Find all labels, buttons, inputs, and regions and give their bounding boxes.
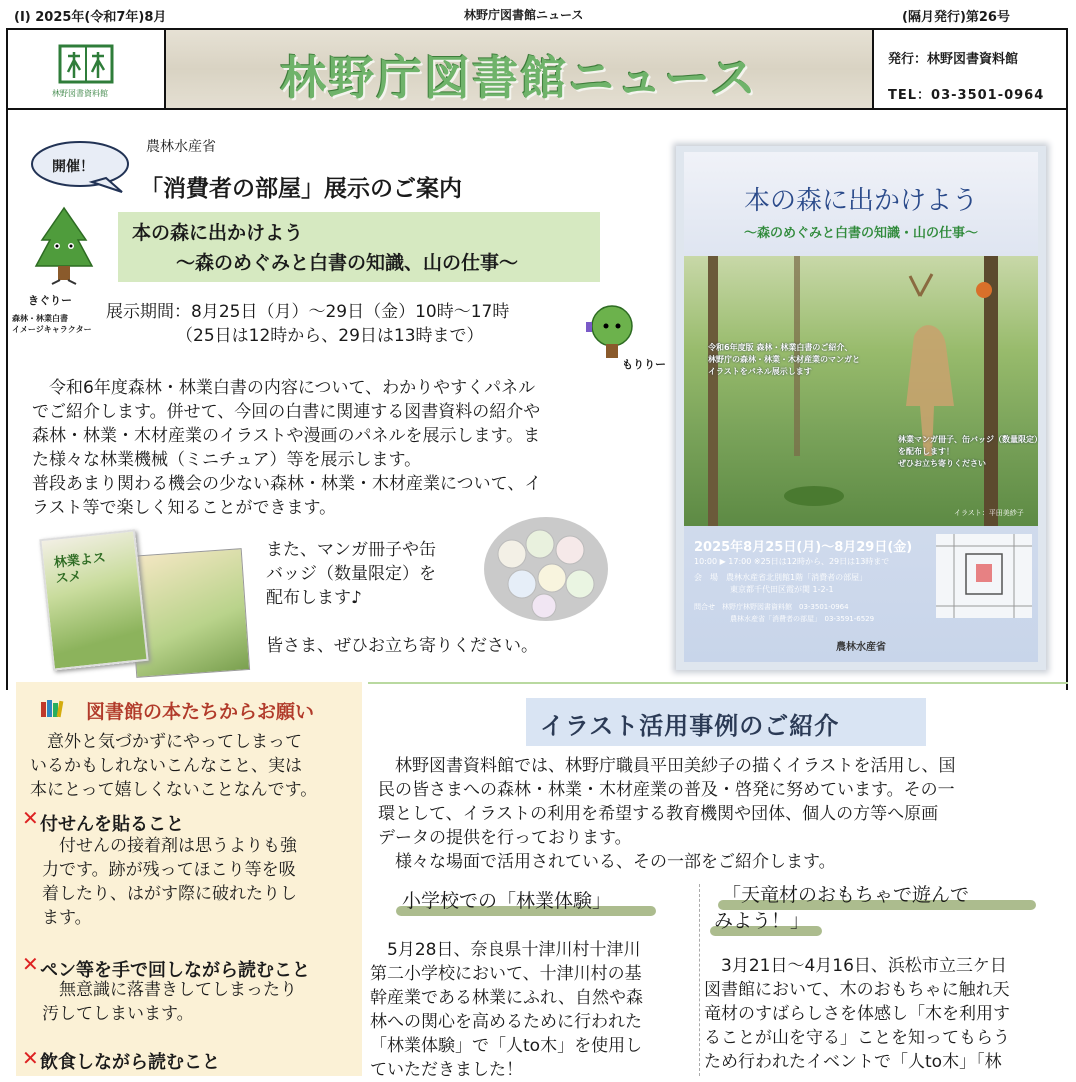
event-body-line-1: 令和6年度森林・林業白書の内容について、わかりやすくパネル [32, 378, 536, 398]
event-body-line-2: でご紹介します。併せて、今回の白書に関連する図書資料の紹介や [32, 402, 541, 422]
case1-line-6: ていただきました！ [370, 1060, 523, 1080]
poster-note-2-line-2: を配布します！ [898, 447, 954, 456]
request-item-1-line-3: 着したり、はがす際に破れたりし [42, 884, 297, 904]
request-item-1-line-1: 付せんの接着剤は思うよりも強 [42, 836, 297, 856]
publisher-cell [874, 30, 1068, 108]
case1-line-3: 幹産業である林業にふれ、自然や森 [370, 988, 644, 1008]
event-body-line-4: た様々な林業機械（ミニチュア）等を展示します。 [32, 450, 422, 470]
poster-date: 2025年8月25日(月)～8月29日(金) [694, 540, 913, 555]
character1-name: きぐりー [28, 294, 72, 307]
exhibit-period-note: （25日は12時から、29日は13時まで） [176, 326, 484, 346]
poster-note-2-line-3: ぜひお立ち寄りください [898, 459, 986, 468]
ministry-label: 農林水産省 [146, 139, 216, 155]
event-body-line-3: 森林・林業・木材産業のイラストや漫画のパネルを展示します。ま [32, 426, 541, 446]
illustration-intro-4: データの提供を行っております。 [378, 828, 632, 848]
request-item-1-line-4: ます。 [42, 908, 92, 928]
poster-note-1-line-2: 林野庁の森林・林業・木材産業のマンガと [708, 355, 860, 364]
character1-caption1: 森林・林業白書 [12, 314, 68, 323]
library-request-intro-2: いるかもしれないこんなこと、実は [30, 756, 302, 776]
request-item-2-line-1: 無意識に落書きしてしまったり [42, 980, 297, 1000]
poster-subtitle: ～森のめぐみと白書の知識・山の仕事～ [743, 226, 978, 241]
manga-cover-title: 林業よススメ [53, 550, 107, 587]
illustration-title: イラスト活用事例のご紹介 [540, 712, 840, 740]
title-cell [166, 30, 874, 108]
poster-venue-2: 東京都千代田区霞が関 1-2-1 [730, 585, 834, 594]
case1-title: 小学校での「林業体験」 [402, 890, 612, 912]
request-item-1-heading: 付せんを貼ること [40, 814, 184, 835]
illustration-intro-2: 民の皆さまへの森林・林業・木材産業の普及・啓発に努めています。その一 [378, 780, 955, 800]
poster-footer: 農林水産省 [836, 642, 886, 653]
header-center-title: 林野庁図書館ニュース [464, 8, 584, 22]
exhibit-poster [676, 146, 1046, 670]
case2-line-4: ることが山を守る」ことを知ってもらう [704, 1028, 1010, 1048]
books-icon [40, 698, 64, 718]
poster-note-1-line-3: イラストをパネル展示します [708, 367, 812, 376]
masthead [6, 28, 1068, 110]
poster-contact-1: 問合せ 林野庁林野図書資料館 03-3501-0964 [694, 603, 849, 611]
case2-line-3: 竜材のすばらしさを体感し「木を利用す [704, 1004, 1010, 1024]
case2-line-1: 3月21日～4月16日、浜松市立三ケ日 [704, 956, 1007, 976]
library-request-title: 図書館の本たちからお願い [86, 701, 315, 723]
exhibit-subtitle: ～森のめぐみと白書の知識、山の仕事～ [176, 252, 519, 274]
forest-scene-icon [684, 256, 1042, 526]
library-request-intro-1: 意外と気づかずにやってしまって [30, 732, 302, 752]
newsletter-title: 林野庁図書館ニュース [280, 51, 758, 105]
case1-line-4: 林への関心を高めるために行われた [370, 1012, 642, 1032]
poster-time: 10:00 ▶ 17:00 ※25日は12時から、29日は13時まで [694, 557, 890, 566]
manga-booklet-image-1 [39, 529, 148, 670]
section-divider [368, 682, 1068, 684]
logo-cell [8, 30, 166, 108]
poster-note-2-line-1: 林業マンガ冊子、缶バッジ（数量限定） [898, 435, 1042, 444]
telephone: TEL：03-3501-0964 [888, 88, 1045, 103]
venue-map-icon [936, 534, 1032, 618]
illustration-intro-3: 環として、イラストの利用を希望する教育機関や団体、個人の方等へ原画 [378, 804, 939, 824]
giveaway-line-1: また、マンガ冊子や缶 [266, 540, 436, 560]
event-heading: 「消費者の部屋」展示のご案内 [140, 176, 462, 202]
request-item-3-heading: 飲食しながら読むこと [40, 1052, 220, 1073]
illustration-intro-5: 様々な場面で活用されている、その一部をご紹介します。 [378, 852, 836, 872]
character2-name: もりりー [622, 358, 666, 371]
poster-title: 本の森に出かけよう [743, 186, 978, 216]
exhibit-period: 展示期間：8月25日（月）～29日（金）10時～17時 [106, 302, 510, 322]
case1-line-5: 「林業体験」で「人to木」を使用し [370, 1036, 643, 1056]
poster-note-2 [898, 434, 1042, 470]
character1-caption2: イメージキャラクター [12, 325, 92, 334]
library-request-intro-3: 本にとって嬉しくないことなんです。 [30, 780, 318, 800]
event-body-line-5: 普段あまり関わる機会の少ない森林・林業・木材産業について、イ [32, 474, 542, 494]
publisher: 発行：林野図書資料館 [888, 52, 1019, 67]
invitation: 皆さま、ぜひお立ち寄りください。 [266, 636, 538, 656]
poster-venue-1: 会 場 農林水産省北別館1階「消費者の部屋」 [694, 573, 868, 582]
giveaway-line-2: バッジ（数量限定）を [266, 564, 436, 584]
case2-title-line-1: 「天竜材のおもちゃで遊んで [722, 884, 970, 906]
cross-mark-icon: ✕ [22, 1046, 39, 1070]
library-logo-icon [58, 42, 114, 86]
case2-title-line-2: みよう！」 [714, 910, 810, 932]
request-item-2-line-2: 汚してしまいます。 [42, 1004, 194, 1024]
bubble-text: 開催！ [52, 159, 94, 175]
poster-credit: イラスト：平田美紗子 [954, 509, 1024, 517]
request-item-1-line-2: 力です。跡が残ってほこり等を吸 [42, 860, 296, 880]
exhibit-title: 本の森に出かけよう [132, 222, 304, 244]
can-badges-image [482, 514, 610, 624]
issue-date: (I) 2025年(令和7年)8月 [14, 10, 167, 25]
case2-line-2: 図書館において、木のおもちゃに触れ天 [704, 980, 1010, 1000]
round-tree-character-icon [584, 304, 636, 362]
issue-number: (隔月発行)第26号 [902, 10, 1010, 25]
poster-forest-illustration [684, 256, 1042, 526]
logo-caption: 林野図書資料館 [52, 89, 108, 98]
request-item-2-heading: ペン等を手で回しながら読むこと [40, 960, 310, 981]
poster-inner [684, 152, 1042, 662]
case1-line-1: 5月28日、奈良県十津川村十津川 [370, 940, 641, 960]
column-divider [699, 884, 700, 1076]
tree-character-icon [32, 206, 96, 290]
event-body-line-6: ラスト等で楽しく知ることができます。 [32, 498, 337, 518]
cross-mark-icon: ✕ [22, 952, 39, 976]
illustration-intro-1: 林野図書資料館では、林野庁職員平田美紗子の描くイラストを活用し、国 [378, 756, 956, 776]
poster-contact-2: 農林水産省「消費者の部屋」 03-3591-6529 [730, 615, 875, 623]
giveaway-line-3: 配布します♪ [266, 588, 362, 608]
case2-line-5: ため行われたイベントで「人to木」「林 [704, 1052, 1002, 1072]
cross-mark-icon: ✕ [22, 806, 39, 830]
poster-note-1-line-1: 令和6年度版 森林・林業白書のご紹介、 [708, 343, 853, 352]
case1-line-2: 第二小学校において、十津川村の基 [370, 964, 642, 984]
poster-note-1 [708, 342, 860, 378]
